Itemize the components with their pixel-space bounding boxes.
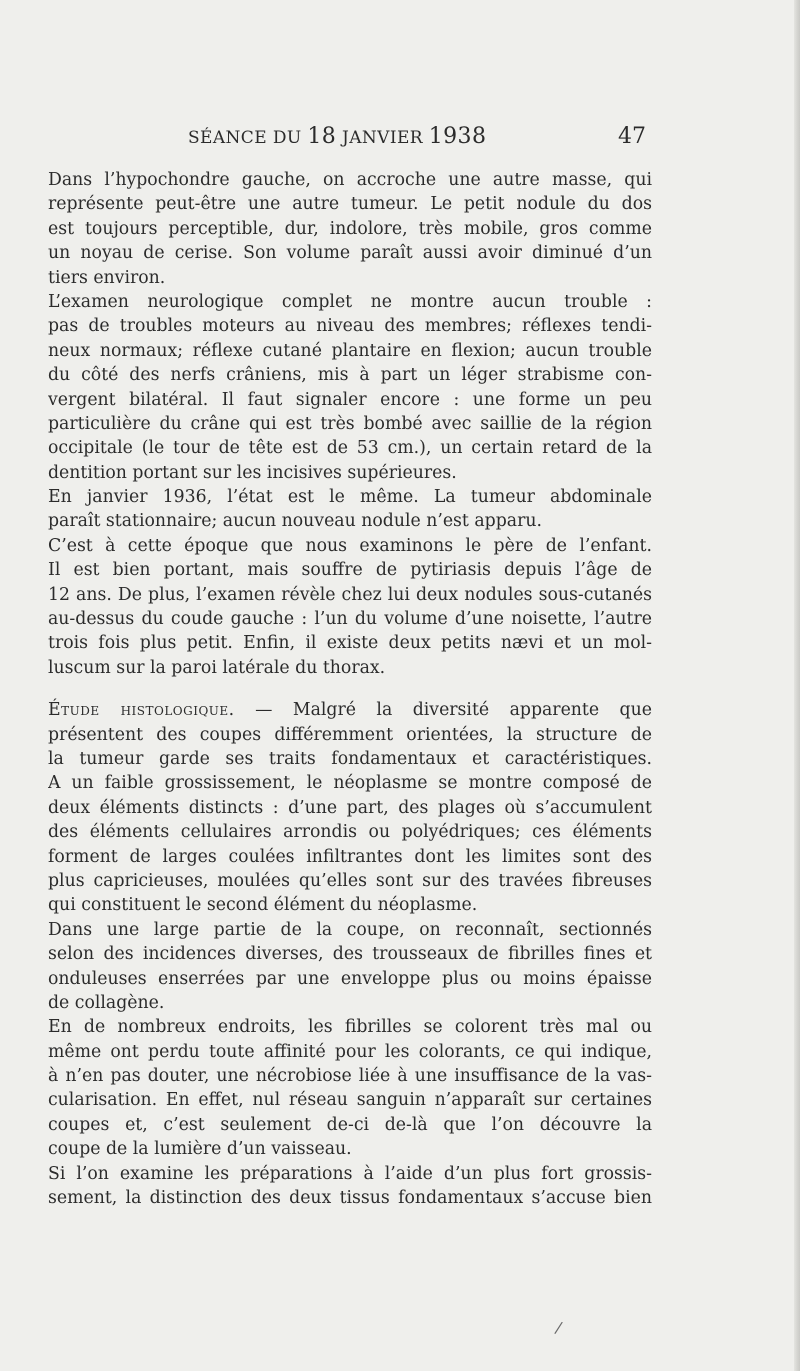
title-part-2: JANVIER [336, 128, 429, 148]
text-line: particulière du crâne qui est très bombé avec saillie de la région [48, 413, 652, 434]
title-year: 1938 [428, 124, 487, 149]
text-line: sement, la distinction des deux tissus fondamentaux s’accuse bien [48, 1188, 652, 1209]
paragraph-4 [48, 534, 652, 680]
text-line: pas de troubles moteurs au niveau des membres; réflexes tendi- [48, 316, 652, 337]
text-line: forment de larges coulées infiltrantes dont les limites sont des [48, 846, 652, 867]
section-gap [48, 680, 652, 698]
text-line: qui constituent le second élément du néoplasme. [48, 895, 478, 916]
paragraph-1 [48, 168, 652, 290]
text-line: En de nombreux endroits, les fibrilles se colorent très mal ou [48, 1017, 652, 1038]
text-line: cularisation. En effet, nul réseau sanguin n’apparaît sur certaines [48, 1090, 652, 1111]
text-line: A un faible grossissement, le néoplasme se montre composé de [48, 773, 652, 794]
text-line: C’est à cette époque que nous examinons le père de l’enfant. [48, 535, 652, 556]
text-line: tiers environ. [48, 267, 166, 288]
page-number: 47 [618, 124, 646, 149]
text-line: 12 ans. De plus, l’examen révèle chez lui deux nodules sous-cutanés [48, 584, 652, 605]
pencil-mark: / [553, 1317, 564, 1338]
text-line: de collagène. [48, 992, 165, 1013]
text-line: est toujours perceptible, dur, indolore, très mobile, gros comme [48, 218, 652, 239]
text-line: présentent des coupes différemment orientées, la structure de [48, 724, 652, 745]
section-paragraph-1 [48, 723, 652, 918]
text-line: plus capricieuses, moulées qu’elles sont sur des travées fibreuses [48, 870, 652, 891]
text-line: au-dessus du coude gauche : l’un du volume d’une noisette, l’autre [48, 609, 652, 630]
text-line: coupes et, c’est seulement de-ci de-là que l’on découvre la [48, 1114, 652, 1135]
text-line: luscum sur la paroi latérale du thorax. [48, 657, 386, 678]
text-line: Il est bien portant, mais souffre de pytiriasis depuis l’âge de [48, 560, 652, 581]
text-line: deux éléments distincts : d’une part, des plages où s’accumulent [48, 797, 652, 818]
page-edge [794, 0, 800, 1371]
section-histologique [48, 698, 652, 1210]
text-line: Dans l’hypochondre gauche, on accroche une autre masse, qui [48, 170, 652, 190]
running-header [48, 124, 652, 156]
section-paragraph-4 [48, 1162, 652, 1211]
section-first-line-text: Malgré la diversité apparente que [292, 700, 652, 721]
text-line: représente peut-être une autre tumeur. Le petit nodule du dos [48, 194, 652, 215]
running-title [188, 124, 486, 149]
title-part-1: SÉANCE DU [188, 128, 308, 148]
text-line: vergent bilatéral. Il faut signaler encore : une forme un peu [48, 389, 652, 410]
text-line: paraît stationnaire; aucun nouveau nodule n’est apparu. [48, 511, 542, 532]
paragraph-3 [48, 485, 652, 534]
section-paragraph-2 [48, 918, 652, 1016]
text-line: du côté des nerfs crâniens, mis à part un léger strabisme con- [48, 365, 652, 386]
text-line: neux normaux; réflexe cutané plantaire en flexion; aucun trouble [48, 340, 652, 361]
text-line: trois fois plus petit. Enfin, il existe deux petits nævi et un mol- [48, 633, 652, 654]
text-line: En janvier 1936, l’état est le même. La tumeur abdominale [48, 487, 652, 508]
text-line: selon des incidences diverses, des trousseaux de fibrilles fines et [48, 944, 652, 965]
section-first-line [48, 698, 652, 722]
text-line: un noyau de cerise. Son volume paraît aussi avoir diminué d’un [48, 243, 652, 264]
text-line: occipitale (le tour de tête est de 53 cm.), un certain retard de la [48, 438, 652, 459]
text-line: Dans une large partie de la coupe, on reconnaît, sectionnés [48, 919, 652, 940]
text-line: dentition portant sur les incisives supérieures. [48, 462, 457, 483]
text-line: Si l’on examine les préparations à l’aide d’un plus fort grossis- [48, 1163, 652, 1184]
text-line: coupe de la lumière d’un vaisseau. [48, 1139, 352, 1160]
body-text [48, 168, 652, 1210]
text-line: à n’en pas douter, une nécrobiose liée à une insuffisance de la vas- [48, 1066, 652, 1087]
section-heading: Étude histologique. [48, 700, 235, 721]
text-line: même ont perdu toute affinité pour les colorants, ce qui indique, [48, 1041, 652, 1062]
paragraph-2 [48, 290, 652, 485]
text-line: des éléments cellulaires arrondis ou polyédriques; ces éléments [48, 822, 652, 843]
text-line: onduleuses enserrées par une enveloppe plus ou moins épaisse [48, 968, 652, 989]
heading-dash: — [234, 700, 293, 721]
section-paragraph-3 [48, 1015, 652, 1161]
text-line: la tumeur garde ses traits fondamentaux et caractéristiques. [48, 748, 652, 769]
text-line: L’examen neurologique complet ne montre aucun trouble : [48, 291, 652, 312]
title-day: 18 [307, 124, 337, 149]
